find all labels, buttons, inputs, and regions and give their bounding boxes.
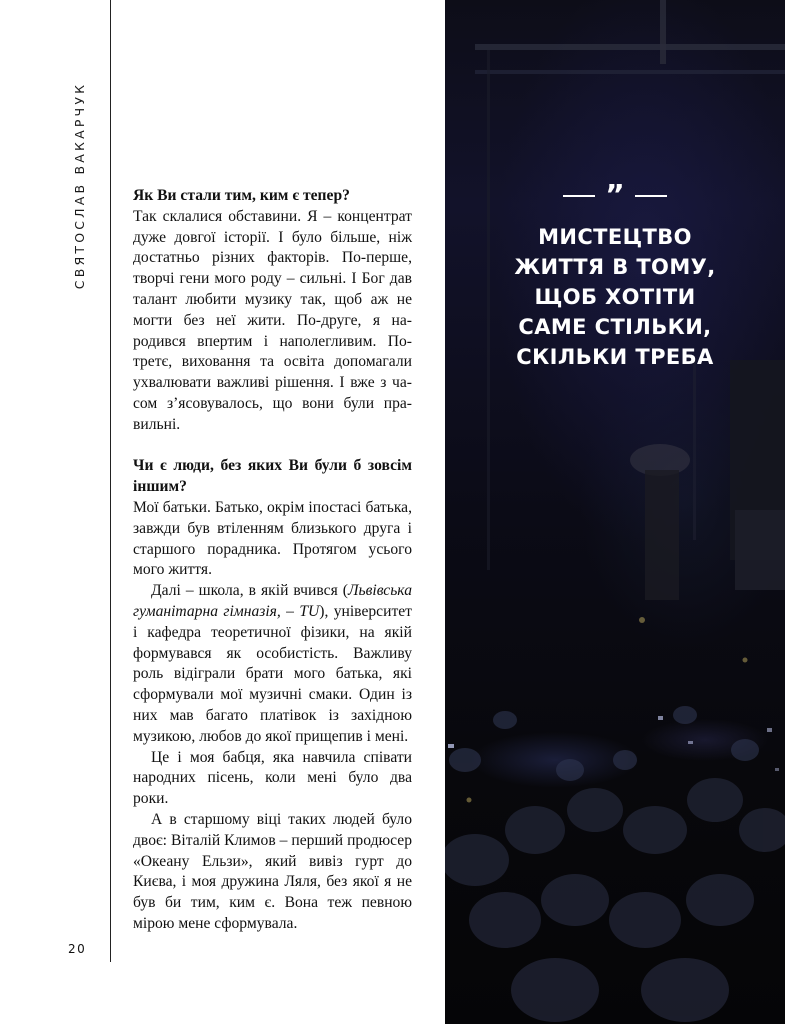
article-text [133, 186, 412, 935]
column-divider [110, 0, 111, 962]
concert-scene [445, 0, 785, 1024]
pull-quote-line: САМЕ СТІЛЬКИ, [518, 315, 712, 339]
concert-photo [445, 0, 785, 1024]
running-head [62, 65, 98, 305]
pull-quote-ornament [445, 184, 785, 208]
editor-note: Львівська гуманітарна гімназія, – TU [133, 582, 412, 620]
paragraph-text: ), університет і кафедра теоретичної фізики, на якій формувався як особистість. Важливу роль відіграли брати мого батька, які сформували мої музичні смаки. Один із них мав багато платівок із західною музикою, любов до якої прищепив і мені. [133, 602, 412, 745]
pull-quote-line: ЖИТТЯ В ТОМУ, [514, 255, 716, 279]
author-name: СВЯТОСЛАВ ВАКАРЧУК [72, 81, 88, 289]
question-1: Як Ви стали тим, ким є тепер? [133, 187, 350, 204]
answer-2-paragraph-1: Мої батьки. Батько, окрім іпостасі батька, завжди був втіленням близького друга і старшого порадника. Протягом усього мого життя. [133, 498, 412, 579]
pull-quote-line: МИСТЕЦТВО [538, 225, 692, 249]
pull-quote [445, 222, 785, 372]
answer-1: Так склалися обставини. Я – концентрат дуже довгої історії. І було більше, ніж достатньо різних факторів. По-перше, творчі гени мого роду – сильні. І Бог дав талант любити музику так, щоб аж не могти без неї жити. По-друге, я народився впертим і наполегливим. Потретє, виховання та освіта допомагали ухвалювати важливі рішення. І вже з часом з’ясовувалось, що вони були правильні. [133, 207, 412, 433]
dash-left [563, 195, 595, 197]
answer-2-paragraph-3: Це і моя бабця, яка навчила співати народних пісень, коли мені було два роки. [133, 748, 412, 808]
dash-right [635, 195, 667, 197]
answer-2-paragraph-4: А в старшому віці таких людей було двоє: Віталій Климов – перший продюсер «Океану Ельзи», який вивіз гурт до Києва, і моя дружина Ляля, без якої я не був би тим, ким є. Вона теж певною мірою мене сформувала. [133, 810, 412, 932]
question-2: Чи є люди, без яких Ви були б зовсім іншим? [133, 457, 412, 496]
paragraph-text: Далі – школа, в якій вчився ( [151, 582, 348, 600]
quote-mark-icon: ” [605, 184, 625, 208]
spacer [133, 436, 412, 457]
pull-quote-line: СКІЛЬКИ ТРЕБА [516, 345, 714, 369]
page-number: 20 [68, 942, 87, 956]
pull-quote-line: ЩОБ ХОТІТИ [534, 285, 696, 309]
answer-2-paragraph-2 [133, 581, 412, 747]
